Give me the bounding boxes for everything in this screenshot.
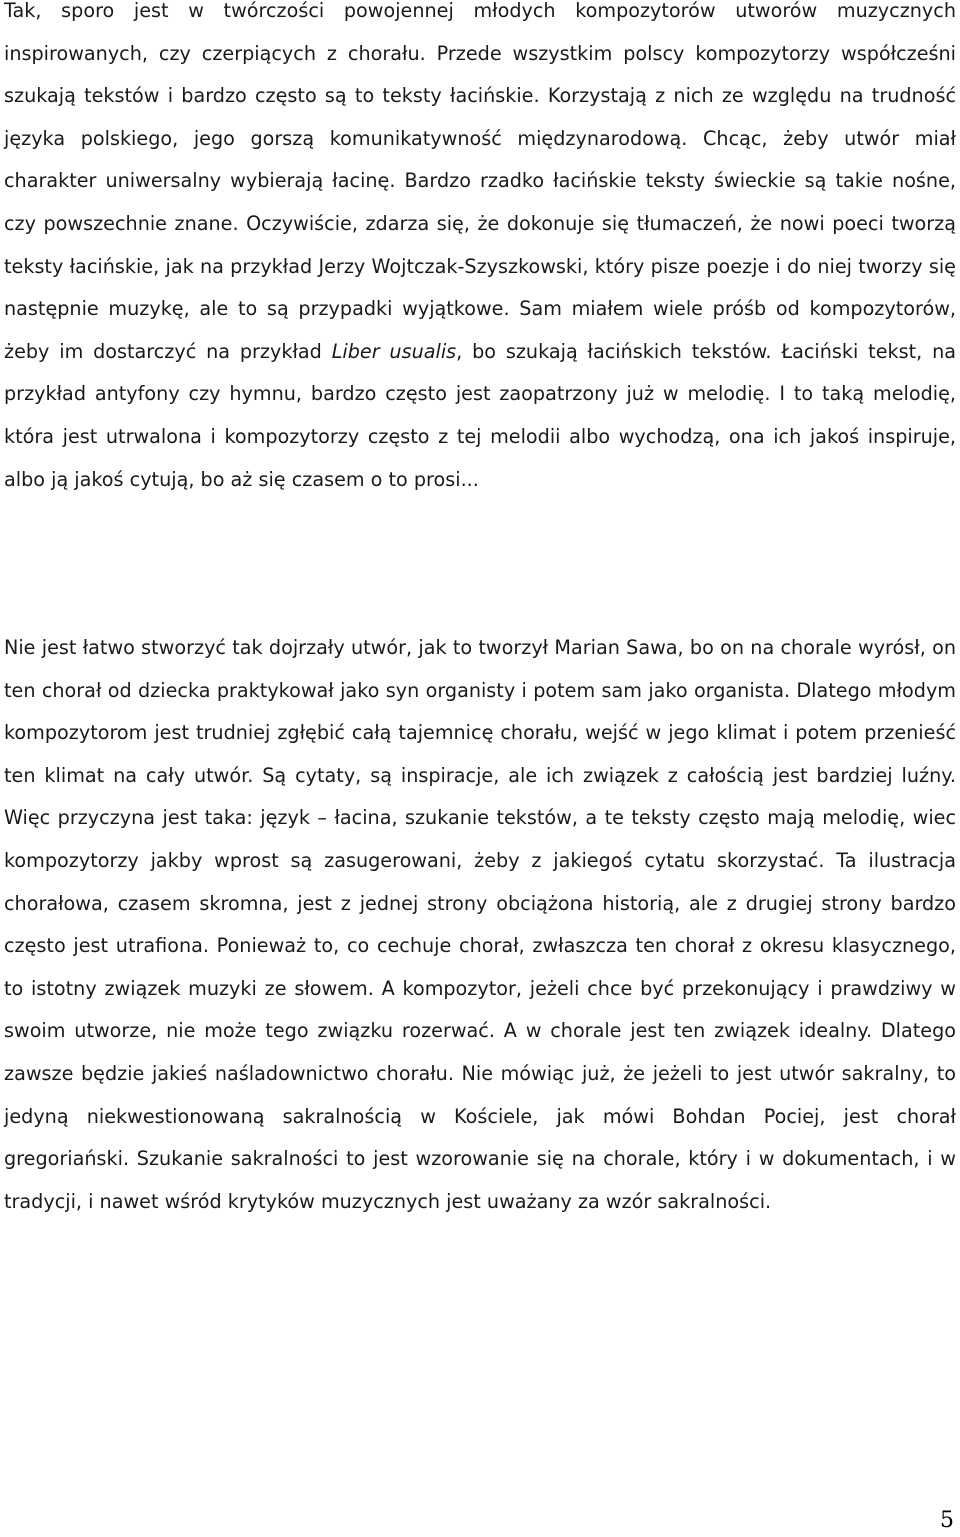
paragraph-2: [4, 627, 956, 1223]
liber-usualis-title: Liber usualis: [331, 339, 457, 363]
paragraph-1: [4, 0, 956, 501]
paragraph-2-text: Nie jest łatwo stworzyć tak dojrzały utwór, jak to tworzył Marian Sawa, bo on na chorale wyrósł, on ten chorał od dziecka praktykował jako syn organisty i potem sam jako organista. Dlatego młodym kompozytorom jest trudniej zgłębić całą tajemnicę chorału, wejść w jego klimat i potem przenieść ten klimat na cały utwór. Są cytaty, są inspiracje, ale ich związek z całością jest bardziej luźny. Więc przyczyna jest taka: język – łacina, szukanie tekstów, a te teksty często mają melodię, wiec kompozytorzy jakby wprost są zasugerowani, żeby z jakiegoś cytatu skorzystać. Ta ilustracja chorałowa, czasem skromna, jest z jednej strony obciążona historią, ale z drugiej strony bardzo często jest utrafiona. Ponieważ to, co cechuje chorał, zwłaszcza ten chorał z okresu klasycznego, to istotny związek muzyki ze słowem. A kompozytor, jeżeli chce być przekonujący i prawdziwy w swoim utworze, nie może tego związku rozerwać. A w chorale jest ten związek idealny. Dlatego zawsze będzie jakieś naśladownictwo chorału. Nie mówiąc już, że jeżeli to jest utwór sakralny, to jedyną niekwestionowaną sakralnością w Kościele, jak mówi Bohdan Pociej, jest chorał gregoriański. Szukanie sakralności to jest wzorowanie się na chorale, który i w dokumentach, i w tradycji, i nawet wśród krytyków muzycznych jest uważany za wzór sakralności.: [4, 636, 956, 1213]
paragraph-1-part-2: , bo szukają łacińskich tekstów. Łaciński tekst, na przykład antyfony czy hymnu, bardzo często jest zaopatrzony już w melodię. I to taką melodię, która jest utrwalona i kompozytorzy często z tej melodii albo wychodzą, ona ich jakoś inspiruje, albo ją jakoś cytują, bo aż się czasem o to prosi...: [4, 339, 956, 491]
page-number: 5: [940, 1508, 954, 1533]
paragraph-1-part-1: Tak, sporo jest w twórczości powojennej młodych kompozytorów utworów muzycznych inspirowanych, czy czerpiących z chorału. Przede wszystkim polscy kompozytorzy współcześni szukają tekstów i bardzo często są to teksty łacińskie. Korzystają z nich ze względu na trudność języka polskiego, jego gorszą komunikatywność międzynarodową. Chcąc, żeby utwór miał charakter uniwersalny wybierają łacinę. Bardzo rzadko łacińskie teksty świeckie są takie nośne, czy powszechnie znane. Oczywiście, zdarza się, że dokonuje się tłumaczeń, że nowi poeci tworzą teksty łacińskie, jak na przykład Jerzy Wojtczak-Szyszkowski, który pisze poezje i do niej tworzy się następnie muzykę, ale to są przypadki wyjątkowe. Sam miałem wiele próśb od kompozytorów, żeby im dostarczyć na przykład: [4, 0, 956, 363]
paragraph-1-text: [4, 0, 956, 501]
